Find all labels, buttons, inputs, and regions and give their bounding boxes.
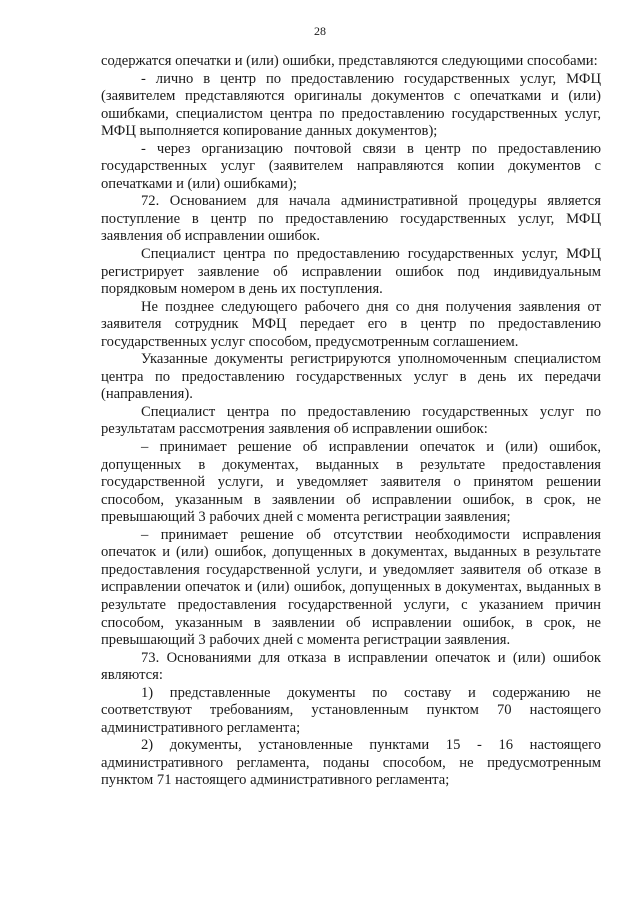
paragraph: - лично в центр по предоставлению государственных услуг, МФЦ (заявителем представляются оригиналы документов с опечатками и (или) ошибками, специалистом центра по предоставлению государственных услуг, МФЦ выполняется копирование данных документов); [101,70,601,140]
paragraph: 73. Основаниями для отказа в исправлении опечаток и (или) ошибок являются: [101,649,601,684]
paragraph: – принимает решение об отсутствии необходимости исправления опечаток и (или) ошибок, допущенных в документах, выданных в результате предоставления государственной услуги, и уведомляет заявителя об отказе в исправлении опечаток и (или) ошибок, допущенных в документах, выданных в результате предоставления государственной услуги, с указанием причин способом, указанным в заявлении об исправлении ошибок, в срок, не превышающий 3 рабочих дней с момента регистрации заявления. [101,526,601,649]
paragraph: 2) документы, установленные пунктами 15 - 16 настоящего административного регламента, поданы способом, не предусмотренным пунктом 71 настоящего административного регламента; [101,737,601,789]
paragraph: Специалист центра по предоставлению государственных услуг, МФЦ регистрирует заявление об исправлении ошибок под индивидуальным порядковым номером в день их поступления. [101,246,601,298]
paragraph: - через организацию почтовой связи в центр по предоставлению государственных услуг (заявителем направляются копии документов с опечатками и (или) ошибками); [101,140,601,192]
paragraph: Указанные документы регистрируются уполномоченным специалистом центра по предоставлению государственных услуг в день их передачи (направления). [101,351,601,403]
paragraph: Специалист центра по предоставлению государственных услуг по результатам рассмотрения заявления об исправлении ошибок: [101,403,601,438]
paragraph: – принимает решение об исправлении опечаток и (или) ошибок, допущенных в документах, выданных в результате предоставления государственной услуги, и уведомляет заявителя о принятом решении способом, указанным в заявлении об исправлении ошибок, в срок, не превышающий 3 рабочих дней с момента регистрации заявления; [101,439,601,526]
document-body [101,53,601,790]
paragraph: 1) представленные документы по составу и содержанию не соответствуют требованиям, установленным пунктом 70 настоящего административного регламента; [101,684,601,736]
paragraph: содержатся опечатки и (или) ошибки, представляются следующими способами: [101,53,598,69]
paragraph: Не позднее следующего рабочего дня со дня получения заявления от заявителя сотрудник МФЦ передает его в центр по предоставлению государственных услуг способом, предусмотренным соглашением. [101,298,601,350]
paragraph: 72. Основанием для начала административной процедуры является поступление в центр по предоставлению государственных услуг, МФЦ заявления об исправлении ошибок. [101,193,601,245]
page-number: 28 [314,24,326,38]
